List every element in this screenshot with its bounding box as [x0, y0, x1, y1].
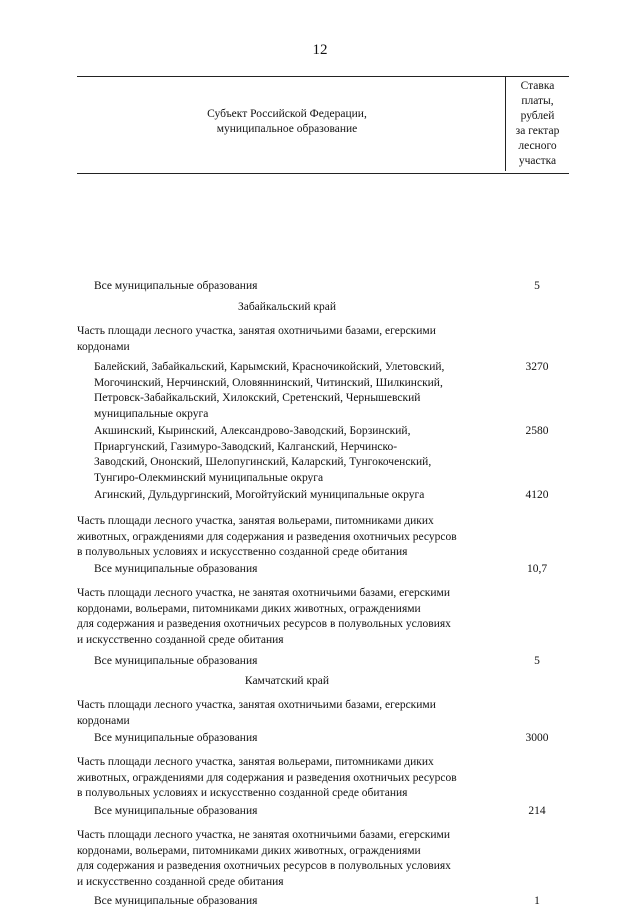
rate-value: 214: [528, 805, 546, 817]
rate-value: 5: [534, 655, 540, 667]
row-text-line: Петровск-Забайкальский, Хилокский, Сретенский, Чернышевский: [94, 392, 421, 404]
row-text-line: Все муниципальные образования: [94, 280, 258, 292]
header-rate-line: Ставка: [520, 80, 555, 92]
row-description: [94, 894, 494, 910]
header-rate-line: рублей: [520, 110, 555, 122]
row-description: [94, 279, 494, 295]
header-rate-line: платы,: [521, 95, 554, 107]
row-text-line: Приаргунский, Газимуро-Заводский, Калганский, Нерчинско-: [94, 440, 398, 453]
header-subject-line: муниципальное образование: [216, 123, 358, 135]
row-text-line: Часть площади лесного участка, занятая охотничьими базами, егерскими: [77, 325, 436, 337]
header-rate-line: лесного: [518, 140, 557, 152]
header-rate-line: участка: [518, 155, 557, 167]
row-text-line: Часть площади лесного участка, не занятая охотничьими базами, егерскими: [77, 829, 450, 841]
row-text-line: Агинский, Дульдургинский, Могойтуйский муниципальные округа: [94, 489, 425, 501]
row-description: [77, 586, 497, 648]
header-rate-line: за гектар: [515, 125, 560, 137]
row-text-line: Часть площади лесного участка, занятая вольерами, питомниками диких: [77, 515, 434, 527]
row-text-line: Акшинский, Кыринский, Александрово-Заводский, Борзинский,: [94, 425, 411, 437]
row-text-line: животных, ограждениями для содержания и разведения охотничьих ресурсов: [77, 771, 457, 784]
row-text-line: и искусственно созданной среде обитания: [77, 633, 284, 646]
row-text-line: Тунгиро-Олекминский муниципальные округа: [94, 471, 324, 484]
row-text-line: Все муниципальные образования: [94, 805, 258, 817]
row-text-line: кордонами, вольерами, питомниками диких животных, ограждениями: [77, 844, 421, 857]
row-description: [77, 514, 497, 561]
row-description: [94, 360, 494, 422]
row-text-line: Все муниципальные образования: [94, 563, 258, 575]
row-text-line: Все муниципальные образования: [94, 895, 258, 907]
row-text-line: муниципальные округа: [94, 407, 209, 420]
row-description: [77, 828, 497, 890]
row-description: [94, 804, 494, 820]
rate-value: 10,7: [526, 563, 548, 575]
row-text-line: Часть площади лесного участка, занятая вольерами, питомниками диких: [77, 756, 434, 768]
row-description: [94, 488, 494, 504]
row-text-line: кордонами: [77, 714, 130, 727]
row-description: [94, 731, 494, 747]
row-text-line: для содержания и разведения охотничьих ресурсов в полувольных условиях: [77, 618, 451, 630]
row-text-line: Часть площади лесного участка, занятая охотничьими базами, егерскими: [77, 699, 436, 711]
row-description: [94, 562, 494, 578]
header-rate: [505, 77, 569, 171]
row-description: [94, 424, 494, 486]
row-text-line: в полувольных условиях и искусственно созданной среде обитания: [77, 546, 408, 558]
row-text-line: Забайкальский край: [237, 301, 337, 313]
table-header: [77, 76, 569, 174]
rates-table: [77, 76, 569, 907]
row-text-line: Все муниципальные образования: [94, 655, 258, 667]
row-description: [77, 755, 497, 802]
rate-value: 4120: [525, 489, 549, 501]
row-text-line: Заводский, Ононский, Шелопугинский, Каларский, Тунгокоченский,: [94, 456, 432, 468]
row-text-line: для содержания и разведения охотничьих ресурсов в полувольных условиях: [77, 860, 451, 872]
region-name: [77, 674, 497, 690]
rate-value: 3000: [525, 732, 549, 744]
region-name: [77, 300, 497, 316]
row-text-line: Балейский, Забайкальский, Карымский, Красночикойский, Улетовский,: [94, 361, 445, 373]
row-text-line: Часть площади лесного участка, не занятая охотничьими базами, егерскими: [77, 587, 450, 599]
rate-value: 3270: [525, 361, 549, 373]
row-text-line: и искусственно созданной среде обитания: [77, 875, 284, 888]
row-text-line: кордонами, вольерами, питомниками диких животных, ограждениями: [77, 602, 421, 615]
row-text-line: животных, ограждениями для содержания и разведения охотничьих ресурсов: [77, 530, 457, 543]
row-text-line: Могочинский, Нерчинский, Оловяннинский, Читинский, Шилкинский,: [94, 376, 443, 389]
page-number: 12: [312, 42, 328, 58]
row-text-line: Все муниципальные образования: [94, 732, 258, 744]
row-text-line: в полувольных условиях и искусственно созданной среде обитания: [77, 787, 408, 799]
rate-value: 1: [534, 895, 540, 907]
rate-value: 5: [534, 280, 540, 292]
rate-value: 2580: [525, 425, 549, 437]
row-description: [94, 654, 494, 670]
header-subject-line: Субъект Российской Федерации,: [207, 108, 367, 120]
row-description: [77, 324, 497, 355]
row-description: [77, 698, 497, 729]
row-text-line: кордонами: [77, 340, 130, 353]
header-subject: [77, 107, 497, 137]
row-text-line: Камчатский край: [244, 675, 330, 687]
